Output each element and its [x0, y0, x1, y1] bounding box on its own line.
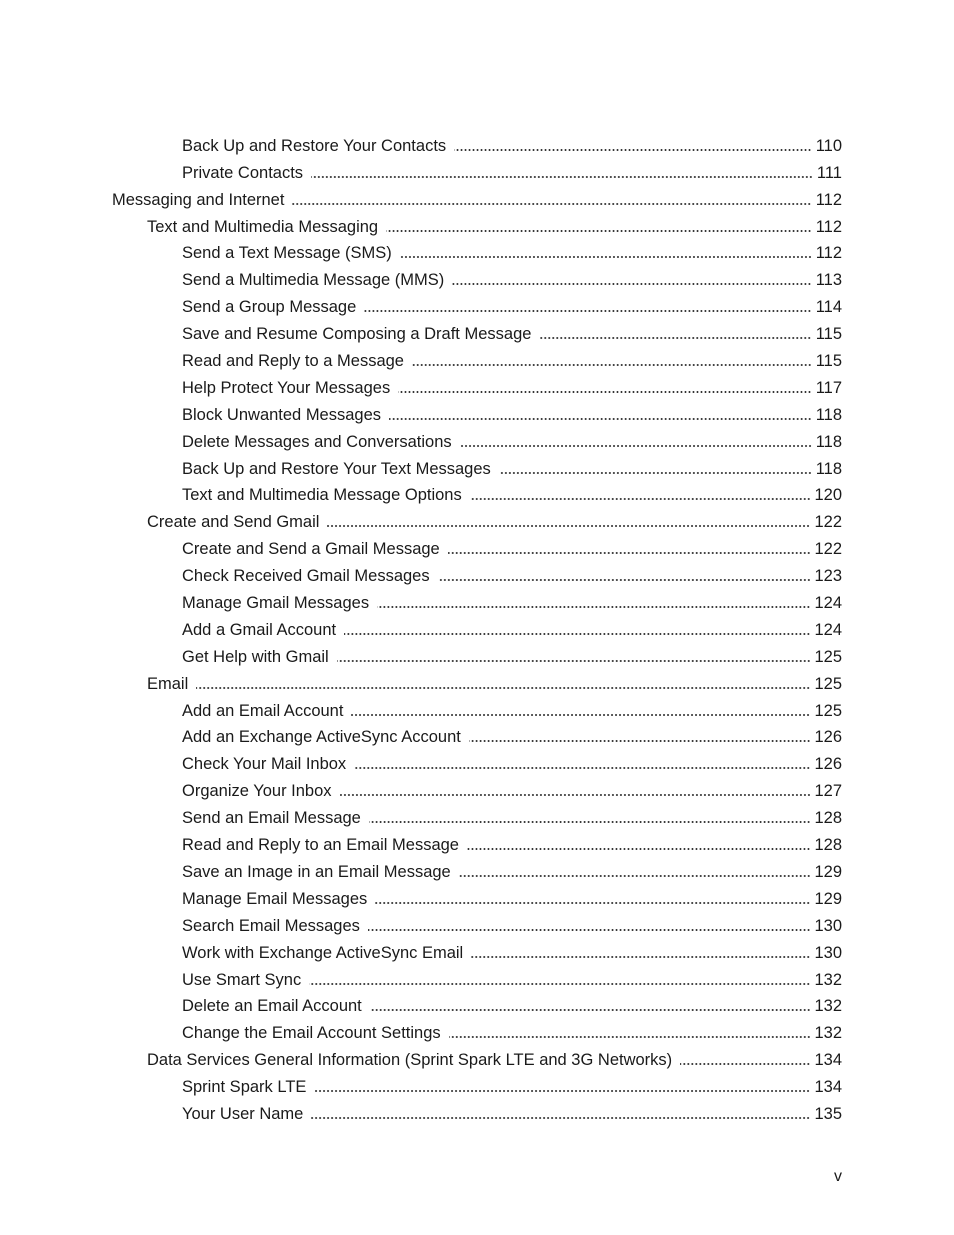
- toc-entry-page[interactable]: 113: [815, 271, 842, 290]
- toc-entry-page[interactable]: 126: [814, 728, 842, 747]
- toc-entry-page[interactable]: 118: [815, 459, 842, 478]
- toc-entry[interactable]: [0, 534, 954, 561]
- toc-entry[interactable]: [0, 884, 954, 911]
- toc-entry-page[interactable]: 126: [814, 755, 842, 774]
- dot-leader: [337, 659, 811, 663]
- toc-entry-title[interactable]: Your User Name: [182, 1104, 304, 1123]
- toc-entry-page[interactable]: 124: [814, 620, 842, 639]
- toc-entry[interactable]: [0, 965, 954, 992]
- toc-entry-title[interactable]: Delete Messages and Conversations: [182, 432, 452, 451]
- toc-entry-page[interactable]: 112: [815, 244, 842, 263]
- toc-entry-page[interactable]: 129: [814, 889, 842, 908]
- toc-entry-content: [182, 292, 842, 319]
- toc-entry-content: [182, 588, 842, 615]
- toc-entry[interactable]: [0, 1045, 954, 1072]
- toc-entry-title[interactable]: Add an Exchange ActiveSync Account: [182, 728, 461, 747]
- toc-entry-page[interactable]: 135: [814, 1104, 842, 1123]
- dot-leader: [469, 739, 811, 743]
- toc-entry[interactable]: [0, 1099, 954, 1126]
- toc-entry-title[interactable]: Get Help with Gmail: [182, 647, 329, 666]
- toc-entry-title[interactable]: Help Protect Your Messages: [182, 378, 391, 397]
- dot-leader: [400, 255, 812, 259]
- toc-entry[interactable]: [0, 400, 954, 427]
- toc-entry-page[interactable]: 132: [814, 997, 842, 1016]
- dot-leader: [449, 1035, 811, 1039]
- toc-entry-title[interactable]: Save and Resume Composing a Draft Message: [182, 325, 532, 344]
- dot-leader: [459, 874, 811, 878]
- toc-entry-title[interactable]: Search Email Messages: [182, 916, 360, 935]
- toc-entry[interactable]: [0, 507, 954, 534]
- toc-entry-page[interactable]: 124: [814, 594, 842, 613]
- toc-entry-title[interactable]: Delete an Email Account: [182, 997, 362, 1016]
- toc-entry[interactable]: [0, 615, 954, 642]
- toc-entry[interactable]: [0, 1018, 954, 1045]
- toc-entry[interactable]: [0, 346, 954, 373]
- toc-entry[interactable]: [0, 481, 954, 508]
- dot-leader: [292, 202, 811, 206]
- toc-entry-page[interactable]: 125: [814, 674, 842, 693]
- toc-entry-page[interactable]: 134: [814, 1078, 842, 1097]
- toc-entry-content: [182, 427, 842, 454]
- toc-entry[interactable]: [0, 830, 954, 857]
- toc-entry[interactable]: [0, 158, 954, 185]
- toc-entry-title[interactable]: Send a Group Message: [182, 298, 357, 317]
- toc-entry-content: [182, 400, 842, 427]
- toc-entry[interactable]: [0, 857, 954, 884]
- dot-leader: [354, 766, 810, 770]
- toc-entry-page[interactable]: 112: [815, 190, 842, 209]
- toc-entry-content: [182, 319, 842, 346]
- toc-entry-content: [182, 776, 842, 803]
- toc-entry[interactable]: [0, 427, 954, 454]
- toc-entry[interactable]: [0, 292, 954, 319]
- toc-entry-page[interactable]: 114: [815, 298, 842, 317]
- toc-entry-title[interactable]: Use Smart Sync: [182, 970, 302, 989]
- toc-entry-content: [182, 749, 842, 776]
- toc-entry-title[interactable]: Private Contacts: [182, 163, 304, 182]
- toc-entry-page[interactable]: 132: [814, 1024, 842, 1043]
- toc-entry[interactable]: [0, 373, 954, 400]
- toc-entry[interactable]: [0, 588, 954, 615]
- toc-entry[interactable]: [0, 723, 954, 750]
- dot-leader: [499, 471, 812, 475]
- toc-entry-content: [182, 561, 842, 588]
- toc-entry-page[interactable]: 129: [814, 862, 842, 881]
- toc-entry[interactable]: [0, 319, 954, 346]
- dot-leader: [448, 551, 811, 555]
- toc-entry-title[interactable]: Save an Image in an Email Message: [182, 862, 451, 881]
- toc-entry[interactable]: [0, 131, 954, 158]
- toc-entry-title[interactable]: Create and Send a Gmail Message: [182, 540, 440, 559]
- toc-entry-page[interactable]: 110: [815, 136, 842, 155]
- toc-entry-page[interactable]: 128: [814, 836, 842, 855]
- toc-entry-title[interactable]: Change the Email Account Settings: [182, 1024, 441, 1043]
- toc-entry[interactable]: [0, 669, 954, 696]
- toc-entry-content: [182, 534, 842, 561]
- dot-leader: [309, 982, 810, 986]
- toc-entry-page[interactable]: 118: [815, 405, 842, 424]
- toc-entry[interactable]: [0, 911, 954, 938]
- toc-entry-title[interactable]: Manage Gmail Messages: [182, 594, 370, 613]
- dot-leader: [314, 1089, 810, 1093]
- toc-entry-page[interactable]: 111: [816, 163, 842, 182]
- toc-entry-page[interactable]: 115: [815, 325, 842, 344]
- toc-entry-page[interactable]: 130: [814, 943, 842, 962]
- dot-leader: [377, 605, 810, 609]
- toc-entry-content: [182, 830, 842, 857]
- toc-entry-content: [182, 965, 842, 992]
- toc-entry[interactable]: [0, 696, 954, 723]
- toc-entry-content: [182, 1099, 842, 1126]
- dot-leader: [438, 578, 811, 582]
- toc-entry-title[interactable]: Send a Text Message (SMS): [182, 244, 392, 263]
- toc-entry-title[interactable]: Work with Exchange ActiveSync Email: [182, 943, 464, 962]
- dot-leader: [471, 955, 810, 959]
- dot-leader: [196, 686, 810, 690]
- dot-leader: [539, 336, 811, 340]
- toc-entry-title[interactable]: Back Up and Restore Your Text Messages: [182, 459, 491, 478]
- toc-entry-content: [112, 185, 842, 212]
- toc-entry[interactable]: [0, 265, 954, 292]
- toc-entry-title[interactable]: Read and Reply to a Message: [182, 352, 404, 371]
- toc-entry-content: [182, 992, 842, 1019]
- toc-entry-content: [182, 373, 842, 400]
- toc-entry-title[interactable]: Add a Gmail Account: [182, 620, 337, 639]
- toc-entry-content: [182, 158, 842, 185]
- toc-entry[interactable]: [0, 212, 954, 239]
- toc-entry-content: [182, 1072, 842, 1099]
- dot-leader: [311, 175, 813, 179]
- toc-entry-content: [147, 507, 842, 534]
- toc-entry-title[interactable]: Back Up and Restore Your Contacts: [182, 136, 447, 155]
- toc-entry-content: [182, 696, 842, 723]
- toc-entry[interactable]: [0, 776, 954, 803]
- toc-entry-content: [182, 857, 842, 884]
- toc-entry-page[interactable]: 112: [815, 217, 842, 236]
- dot-leader: [460, 444, 812, 448]
- toc-entry-content: [182, 346, 842, 373]
- toc-entry-title[interactable]: Read and Reply to an Email Message: [182, 836, 459, 855]
- toc-entry-content: [182, 938, 842, 965]
- toc-entry-content: [182, 615, 842, 642]
- toc-entry[interactable]: [0, 642, 954, 669]
- toc-entry-title[interactable]: Data Services General Information (Sprint Spark LTE and 3G Networks): [147, 1051, 673, 1070]
- toc-entry-content: [182, 131, 842, 158]
- toc-entry-page[interactable]: 115: [815, 352, 842, 371]
- dot-leader: [680, 1062, 810, 1066]
- toc-entry[interactable]: [0, 749, 954, 776]
- dot-leader: [327, 524, 810, 528]
- toc-entry-content: [182, 911, 842, 938]
- toc-entry-content: [182, 1018, 842, 1045]
- toc-entry-content: [182, 481, 842, 508]
- toc-entry-content: [147, 669, 842, 696]
- toc-entry-title[interactable]: Text and Multimedia Message Options: [182, 486, 462, 505]
- dot-leader: [389, 417, 812, 421]
- dot-leader: [344, 632, 810, 636]
- toc-entry[interactable]: [0, 239, 954, 266]
- dot-leader: [311, 1116, 810, 1120]
- dot-leader: [369, 820, 811, 824]
- toc-entry-title[interactable]: Check Your Mail Inbox: [182, 755, 347, 774]
- toc-entry-title[interactable]: Add an Email Account: [182, 701, 344, 720]
- toc-entry-page[interactable]: 120: [814, 486, 842, 505]
- toc-entry-content: [182, 642, 842, 669]
- toc-entry-title[interactable]: Send a Multimedia Message (MMS): [182, 271, 445, 290]
- dot-leader: [412, 363, 812, 367]
- toc-entry-content: [182, 803, 842, 830]
- toc-entry-title[interactable]: Block Unwanted Messages: [182, 405, 382, 424]
- toc-entry-page[interactable]: 125: [814, 701, 842, 720]
- toc-entry-content: [182, 265, 842, 292]
- dot-leader: [351, 713, 810, 717]
- toc-entry-title[interactable]: Manage Email Messages: [182, 889, 368, 908]
- toc-entry-title[interactable]: Check Received Gmail Messages: [182, 567, 430, 586]
- toc-entry-title[interactable]: Messaging and Internet: [112, 190, 285, 209]
- toc-entry-page[interactable]: 122: [814, 540, 842, 559]
- toc-entry-content: [147, 1045, 842, 1072]
- toc-entry-page[interactable]: 128: [814, 809, 842, 828]
- toc-entry-page[interactable]: 132: [814, 970, 842, 989]
- dot-leader: [386, 229, 812, 233]
- toc-entry-page[interactable]: 130: [814, 916, 842, 935]
- toc-entry-content: [182, 454, 842, 481]
- toc-entry-page[interactable]: 134: [814, 1051, 842, 1070]
- toc-entry-page[interactable]: 117: [815, 378, 842, 397]
- toc-entry[interactable]: [0, 938, 954, 965]
- toc-entry-title[interactable]: Sprint Spark LTE: [182, 1078, 307, 1097]
- dot-leader: [364, 309, 811, 313]
- dot-leader: [454, 148, 812, 152]
- toc-entry-content: [147, 212, 842, 239]
- toc-entry-title[interactable]: Send an Email Message: [182, 809, 361, 828]
- dot-leader: [375, 901, 810, 905]
- toc-entry-page[interactable]: 125: [814, 647, 842, 666]
- toc-entry[interactable]: [0, 454, 954, 481]
- toc-entry-content: [182, 884, 842, 911]
- toc-entry-title[interactable]: Create and Send Gmail: [147, 513, 320, 532]
- toc-entry-page[interactable]: 118: [815, 432, 842, 451]
- toc-entry-title[interactable]: Organize Your Inbox: [182, 782, 332, 801]
- toc-entry-content: [182, 239, 842, 266]
- dot-leader: [452, 282, 811, 286]
- dot-leader: [398, 390, 811, 394]
- toc-entry[interactable]: [0, 561, 954, 588]
- toc-entry[interactable]: [0, 1072, 954, 1099]
- page-number: v: [834, 1168, 842, 1185]
- toc-entry-page[interactable]: 122: [814, 513, 842, 532]
- toc-entry-title[interactable]: Email: [147, 674, 189, 693]
- dot-leader: [368, 928, 811, 932]
- toc-entry[interactable]: [0, 185, 954, 212]
- toc-entry-content: [182, 723, 842, 750]
- toc-entry-title[interactable]: Text and Multimedia Messaging: [147, 217, 379, 236]
- toc-entry[interactable]: [0, 992, 954, 1019]
- table-of-contents: [0, 131, 954, 1126]
- toc-entry[interactable]: [0, 803, 954, 830]
- dot-leader: [370, 1008, 811, 1012]
- dot-leader: [467, 847, 810, 851]
- toc-entry-page[interactable]: 123: [814, 567, 842, 586]
- dot-leader: [470, 497, 811, 501]
- toc-entry-page[interactable]: 127: [814, 782, 842, 801]
- dot-leader: [340, 793, 811, 797]
